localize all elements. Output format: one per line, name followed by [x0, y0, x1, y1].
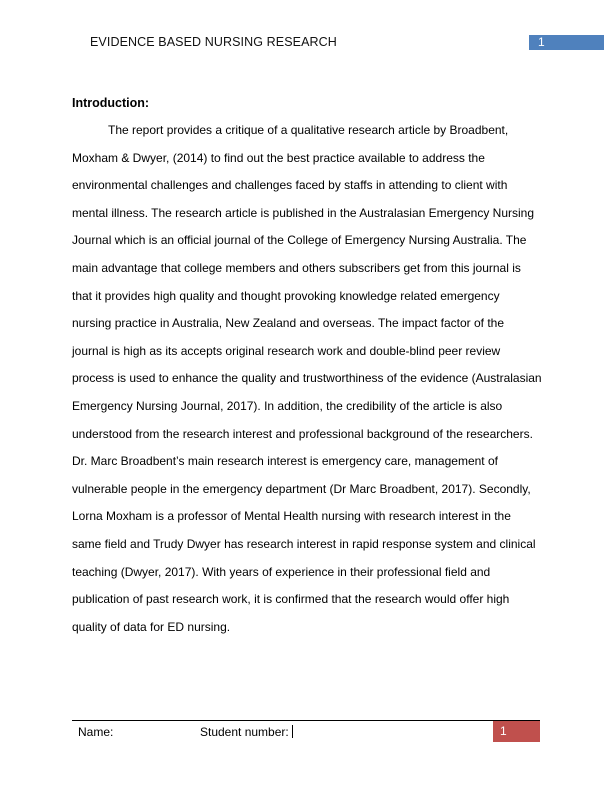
body-text [72, 117, 542, 641]
text-cursor [292, 725, 293, 738]
section-heading: Introduction: [72, 96, 150, 110]
introduction-paragraph: The report provides a critique of a qualitative research article by Broadbent, Moxham & Dwyer, (2014) to find out the best practice available to address the environmental challenges and challenges faced by staffs in attending to client with mental illness. The research article is published in the Australasian Emergency Nursing Journal which is an official journal of the College of Emergency Nursing Australia. The main advantage that college members and others subscribers get from this journal is that it provides high quality and thought provoking knowledge related emergency nursing practice in Australia, New Zealand and overseas. The impact factor of the journal is high as its accepts original research work and double-blind peer review process is used to enhance the quality and trustworthiness of the evidence (Australasian Emergency Nursing Journal, 2017). In addition, the credibility of the article is also understood from the research interest and professional background of the researchers. Dr. Marc Broadbent’s main research interest is emergency care, management of vulnerable people in the emergency department (Dr Marc Broadbent, 2017). Secondly, Lorna Moxham is a professor of Mental Health nursing with research interest in the same field and Trudy Dwyer has research interest in rapid response system and clinical teaching (Dwyer, 2017). With years of experience in their professional field and publication of past research work, it is confirmed that the research would offer high quality of data for ED nursing. [72, 123, 542, 634]
footer-name-label: Name: [78, 725, 114, 739]
footer-student-number-label: Student number: [200, 725, 289, 739]
header-page-number: 1 [529, 35, 604, 50]
footer-divider [72, 720, 540, 721]
footer-page-number: 1 [493, 721, 540, 742]
footer-student-number[interactable] [200, 725, 293, 739]
header-title: EVIDENCE BASED NURSING RESEARCH [90, 35, 337, 49]
